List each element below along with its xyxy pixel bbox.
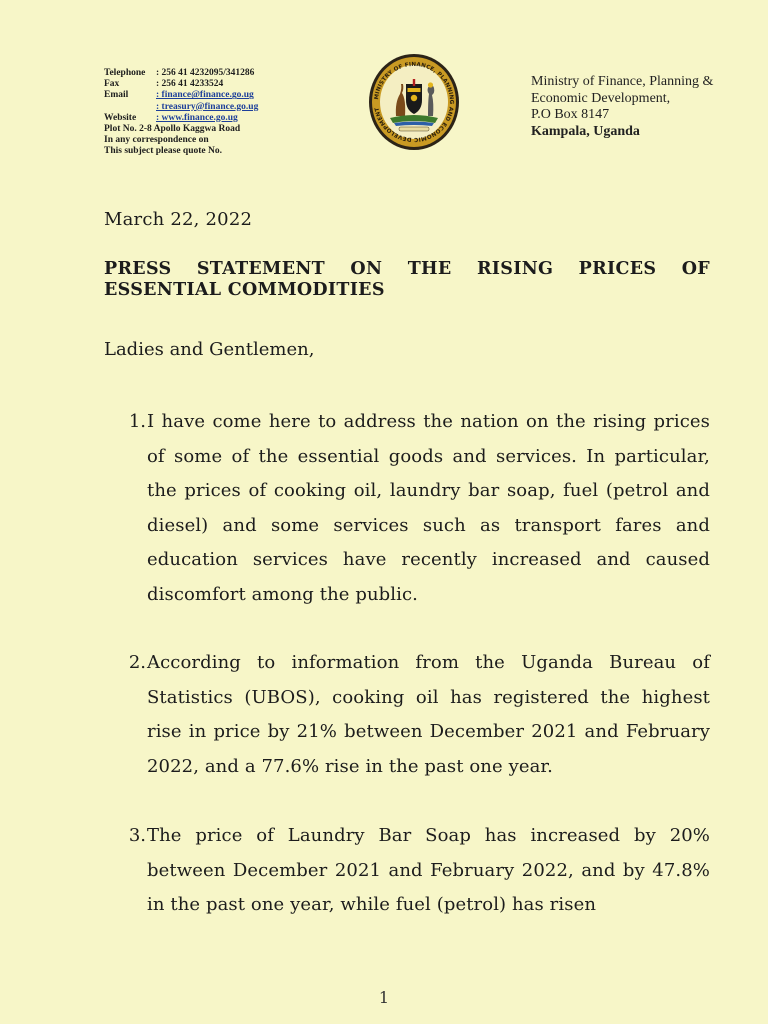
contact-key: Email [104, 90, 129, 101]
email-link[interactable]: : finance@finance.go.ug [156, 90, 254, 101]
correspondence-line-2: This subject please quote No. [104, 146, 222, 157]
contact-website [104, 113, 258, 124]
contact-key [104, 102, 156, 113]
paragraph-number: 2. [128, 652, 146, 673]
paragraph-text: According to information from the Uganda Bureau of Statistics (UBOS), cooking oil has registered the highest rise in price by 21% between December 2021 and February 2022, and a 77.6% rise in the past one year. [147, 652, 710, 777]
letterhead-contact-block [104, 68, 258, 158]
ministry-name-line-1: Ministry of Finance, Planning & [531, 74, 714, 89]
ministry-address [531, 74, 713, 140]
paragraph-number: 1. [128, 411, 146, 432]
address-line: Plot No. 2-8 Apollo Kaggwa Road [104, 124, 241, 135]
statement-date: March 22, 2022 [104, 209, 253, 230]
contact-email-2 [104, 102, 258, 113]
email-link-treasury[interactable]: : treasury@finance.go.ug [156, 101, 259, 112]
contact-fax [104, 79, 258, 90]
seal-ring-text: MINISTRY OF FINANCE, PLANNING AND ECONOMIC DEVELOPMENT [373, 61, 455, 143]
ministry-name-line-2: Economic Development, [531, 90, 671, 106]
ministry-seal-icon [366, 50, 462, 156]
paragraph-text: I have come here to address the nation on the rising prices of some of the essential goods and services. In particular, the prices of cooking oil, laundry bar soap, fuel (petrol and diesel) and some services such as transport fares and education services have recently increased and caused discomfort among the public. [147, 411, 710, 605]
page-number: 1 [378, 988, 390, 1007]
correspondence-line-1: In any correspondence on [104, 135, 209, 146]
contact-key: Fax [104, 79, 120, 90]
website-link[interactable]: : www.finance.go.ug [156, 112, 238, 123]
statement-title-line-2: ESSENTIAL COMMODITIES [104, 280, 385, 300]
contact-value: : 256 41 4233524 [156, 79, 224, 90]
salutation: Ladies and Gentlemen, [104, 339, 315, 360]
contact-value: : 256 41 4232095/341286 [156, 68, 255, 78]
contact-email [104, 90, 258, 101]
paragraph-number: 3. [128, 825, 146, 846]
paragraph-item [104, 405, 710, 612]
ministry-city: Kampala, Uganda [531, 123, 640, 139]
contact-telephone [104, 68, 258, 79]
paragraph-item [104, 819, 710, 923]
statement-title-line-1: PRESS STATEMENT ON THE RISING PRICES OF [104, 259, 710, 279]
contact-key: Website [104, 112, 137, 123]
ministry-po-box: P.O Box 8147 [531, 107, 610, 122]
statement-title [104, 259, 710, 301]
paragraph-item [104, 646, 710, 784]
paragraph-text: The price of Laundry Bar Soap has increased by 20% between December 2021 and February 2022, and by 47.8% in the past one year, while fuel (petrol) has risen [147, 825, 710, 915]
contact-key: Telephone [104, 68, 146, 78]
